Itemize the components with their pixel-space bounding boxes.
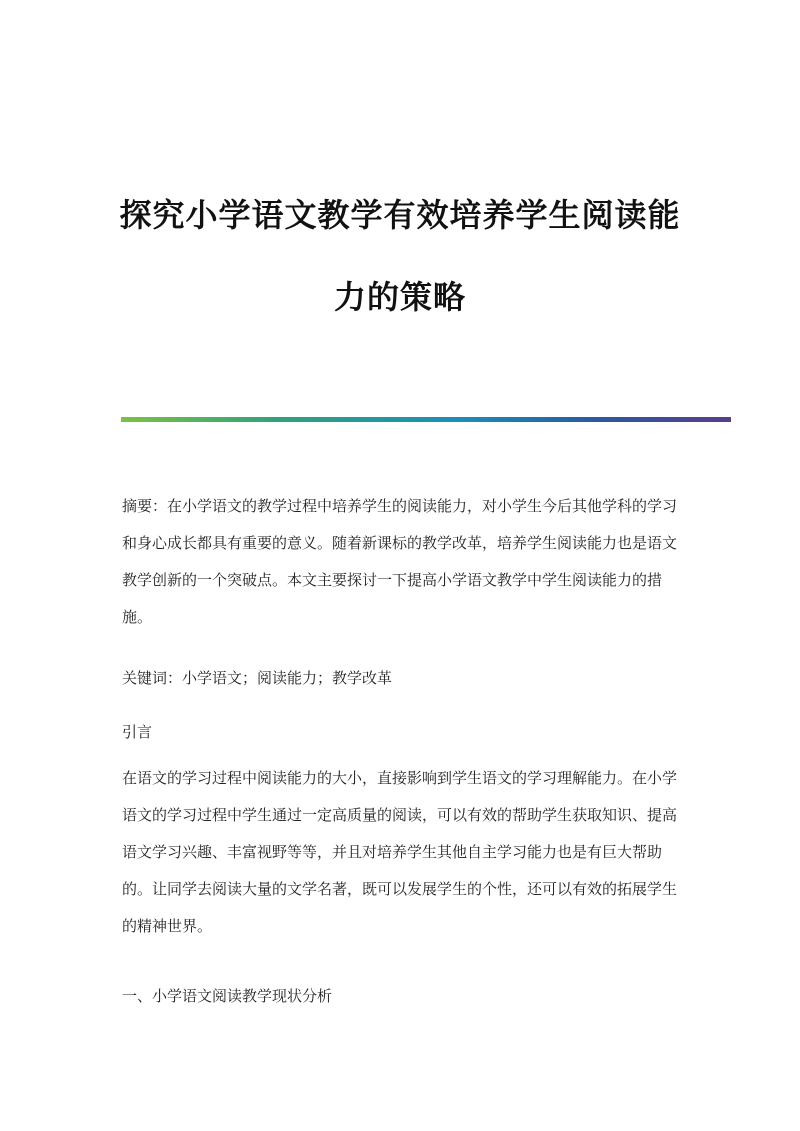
page-title-line-2: 力的策略 [333,278,466,316]
page-title-line-1: 探究小学语文教学有效培养学生阅读能 [119,196,681,234]
keywords-text: 小学语文；阅读能力；教学改革 [182,669,393,687]
section-1-heading: 一、小学语文阅读教学现状分析 [122,987,333,1005]
intro-paragraph: 在语文的学习过程中阅读能力的大小，直接影响到学生语文的学习理解能力。在小学语文的学习过程中学生通过一定高质量的阅读，可以有效的帮助学生获取知识、提高语文学习兴趣、丰富视野等等，并且对培养学生其他自主学习能力也是有巨大帮助的。让同学去阅读大量的文学名著，既可以发展学生的个性，还可以有效的拓展学生的精神世界。 [122,769,678,935]
abstract-paragraph [122,488,678,636]
title-divider [121,417,731,422]
intro-heading: 引言 [122,723,153,741]
abstract-text: 在小学语文的教学过程中培养学生的阅读能力，对小学生今后其他学科的学习和身心成长都具有重要的意义。随着新课标的教学改革，培养学生阅读能力也是语文教学创新的一个突破点。本文主要探讨一下提高小学语文教学中学生阅读能力的措施。 [122,497,678,626]
keywords-line [122,660,678,697]
keywords-label: 关键词： [122,669,183,687]
abstract-label: 摘要： [122,497,168,515]
